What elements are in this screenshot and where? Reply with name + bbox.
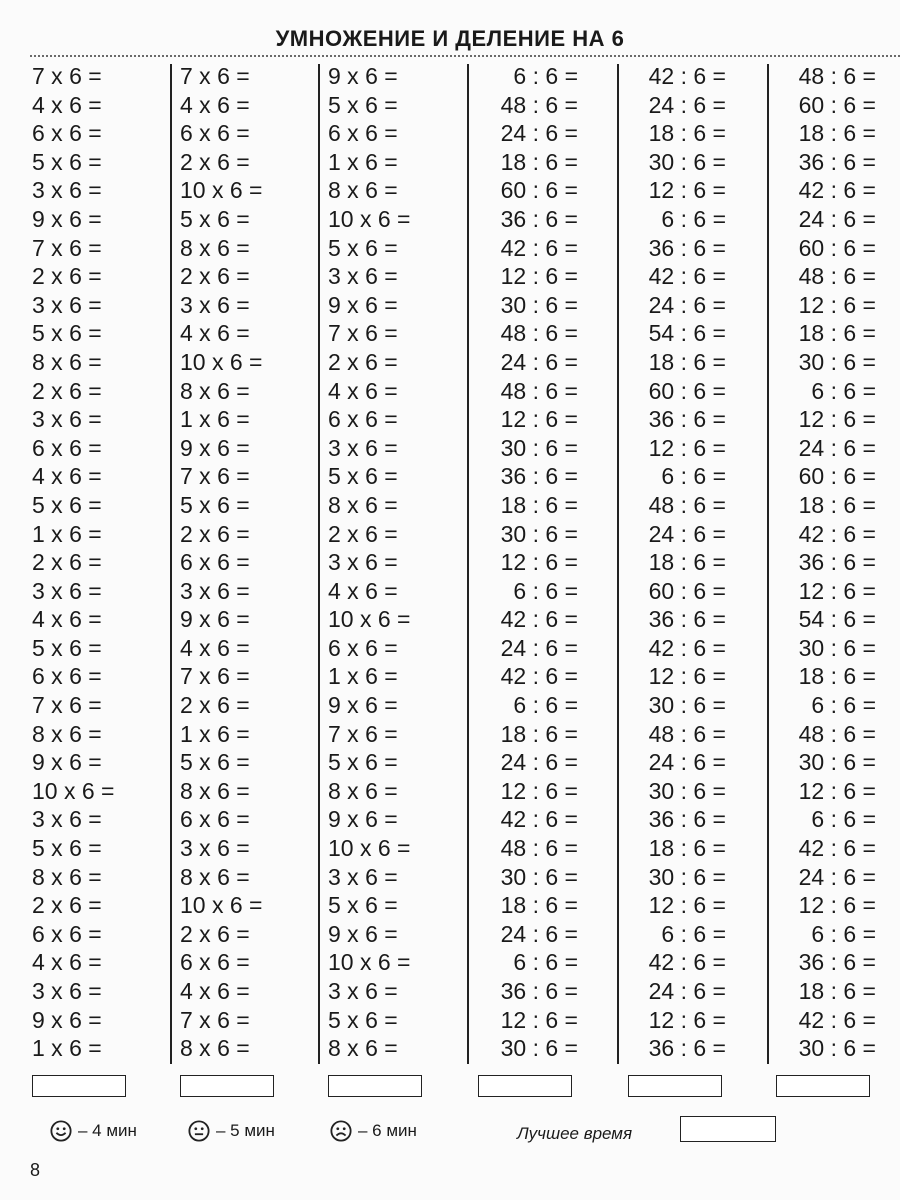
exercise-item: 2 x 6 = [32,892,102,919]
exercise-item: 6 x 6 = [180,549,250,576]
exercise-item: 12 : 6 = [648,663,726,690]
exercise-item: 3 x 6 = [180,577,250,604]
exercise-item: 4 x 6 = [328,377,398,404]
exercise-item: 36 : 6 = [798,148,876,175]
column-separator [318,64,320,1064]
exercise-item: 3 x 6 = [32,806,102,833]
exercise-item: 9 x 6 = [32,1006,102,1033]
exercise-item: 6 : 6 = [661,463,726,490]
exercise-item: 5 x 6 = [180,205,250,232]
column-1 [32,62,162,1063]
exercise-item: 6 : 6 = [811,377,876,404]
exercise-item: 3 x 6 = [180,835,250,862]
best-time-label: Лучшее время [517,1124,633,1143]
exercise-columns [0,62,900,1067]
exercise-item: 12 : 6 = [648,1006,726,1033]
exercise-item: 6 x 6 = [32,120,102,147]
exercise-item: 24 : 6 = [500,120,578,147]
exercise-item: 5 x 6 = [328,1006,398,1033]
exercise-item: 42 : 6 = [648,634,726,661]
exercise-item: 30 : 6 = [648,777,726,804]
exercise-item: 1 x 6 = [328,148,398,175]
exercise-item: 6 : 6 = [811,692,876,719]
exercise-item: 9 x 6 = [328,291,398,318]
exercise-item: 18 : 6 = [798,663,876,690]
exercise-item: 24 : 6 = [500,749,578,776]
exercise-item: 42 : 6 = [500,606,578,633]
exercise-item: 9 x 6 = [328,806,398,833]
exercise-item: 30 : 6 = [500,291,578,318]
exercise-item: 30 : 6 = [798,634,876,661]
exercise-item: 42 : 6 = [798,835,876,862]
exercise-item: 6 x 6 = [180,949,250,976]
exercise-item: 42 : 6 = [798,520,876,547]
exercise-item: 12 : 6 = [648,177,726,204]
exercise-item: 36 : 6 = [500,205,578,232]
exercise-item: 6 : 6 = [661,205,726,232]
exercise-item: 48 : 6 = [798,63,876,89]
exercise-item: 36 : 6 = [648,806,726,833]
exercise-item: 24 : 6 = [648,91,726,118]
exercise-item: 36 : 6 = [798,549,876,576]
exercise-item: 24 : 6 = [500,348,578,375]
exercise-item: 6 x 6 = [32,434,102,461]
exercise-item: 36 : 6 = [648,406,726,433]
exercise-item: 42 : 6 = [500,663,578,690]
exercise-item: 5 x 6 = [32,320,102,347]
exercise-item: 48 : 6 = [798,720,876,747]
exercise-item: 6 x 6 = [328,120,398,147]
exercise-item: 24 : 6 = [500,634,578,661]
exercise-item: 3 x 6 = [32,291,102,318]
exercise-item: 36 : 6 = [500,463,578,490]
exercise-item: 2 x 6 = [32,263,102,290]
exercise-item: 6 : 6 = [513,63,578,89]
exercise-item: 4 x 6 = [32,949,102,976]
exercise-item: 24 : 6 = [798,434,876,461]
exercise-item: 42 : 6 = [648,63,726,89]
exercise-item: 1 x 6 = [180,720,250,747]
column-separator [467,64,469,1064]
exercise-item: 2 x 6 = [180,263,250,290]
exercise-item: 6 : 6 = [811,920,876,947]
exercise-item: 10 x 6 = [328,205,411,232]
exercise-item: 3 x 6 = [32,177,102,204]
legend-text: – 6 мин [358,1121,417,1140]
column-3 [328,62,463,1063]
exercise-item: 10 x 6 = [328,835,411,862]
exercise-item: 12 : 6 = [798,291,876,318]
exercise-item: 30 : 6 = [648,692,726,719]
exercise-item: 18 : 6 = [798,491,876,518]
exercise-item: 12 : 6 = [648,892,726,919]
exercise-item: 6 : 6 = [661,920,726,947]
exercise-item: 48 : 6 = [500,377,578,404]
exercise-item: 8 x 6 = [32,348,102,375]
exercise-item: 5 x 6 = [328,463,398,490]
exercise-item: 7 x 6 = [328,320,398,347]
exercise-item: 3 x 6 = [32,406,102,433]
page-title: УМНОЖЕНИЕ И ДЕЛЕНИЕ НА 6 [275,26,625,51]
exercise-item: 12 : 6 = [500,1006,578,1033]
time-box-3[interactable] [328,1075,422,1097]
exercise-item: 10 x 6 = [180,177,263,204]
exercise-item: 54 : 6 = [648,320,726,347]
exercise-item: 18 : 6 = [798,120,876,147]
exercise-item: 2 x 6 = [180,920,250,947]
exercise-item: 30 : 6 = [500,520,578,547]
exercise-item: 48 : 6 = [500,835,578,862]
exercise-item: 10 x 6 = [32,777,115,804]
exercise-item: 8 x 6 = [32,720,102,747]
exercise-item: 2 x 6 = [180,520,250,547]
exercise-item: 6 : 6 = [513,949,578,976]
exercise-item: 48 : 6 = [500,320,578,347]
column-6 [770,62,876,1063]
exercise-item: 30 : 6 = [648,148,726,175]
exercise-item: 5 x 6 = [328,234,398,261]
exercise-item: 7 x 6 = [32,63,102,89]
exercise-item: 8 x 6 = [328,777,398,804]
exercise-item: 9 x 6 = [32,749,102,776]
exercise-item: 5 x 6 = [328,91,398,118]
exercise-item: 10 x 6 = [180,348,263,375]
exercise-item: 6 : 6 = [513,577,578,604]
exercise-item: 5 x 6 = [180,491,250,518]
exercise-item: 42 : 6 = [500,234,578,261]
exercise-item: 42 : 6 = [500,806,578,833]
legend-item [330,1120,417,1142]
exercise-item: 5 x 6 = [180,749,250,776]
exercise-item: 1 x 6 = [32,1035,102,1062]
exercise-item: 18 : 6 = [648,549,726,576]
exercise-item: 30 : 6 = [500,1035,578,1062]
exercise-item: 8 x 6 = [328,177,398,204]
exercise-item: 48 : 6 = [648,491,726,518]
column-4 [470,62,578,1063]
exercise-item: 18 : 6 = [798,320,876,347]
exercise-item: 30 : 6 = [500,863,578,890]
column-separator [170,64,172,1064]
exercise-item: 1 x 6 = [32,520,102,547]
time-box-2[interactable] [180,1075,274,1097]
exercise-item: 7 x 6 = [180,1006,250,1033]
exercise-item: 5 x 6 = [32,491,102,518]
exercise-item: 6 x 6 = [32,920,102,947]
exercise-item: 6 x 6 = [180,806,250,833]
column-5 [620,62,726,1063]
exercise-item: 5 x 6 = [32,634,102,661]
exercise-item: 10 x 6 = [328,949,411,976]
exercise-item: 8 x 6 = [180,863,250,890]
exercise-item: 9 x 6 = [328,63,398,89]
exercise-item: 2 x 6 = [328,348,398,375]
exercise-item: 30 : 6 = [798,348,876,375]
exercise-item: 48 : 6 = [648,720,726,747]
exercise-item: 9 x 6 = [328,920,398,947]
dotted-divider [30,55,900,57]
exercise-item: 7 x 6 = [328,720,398,747]
exercise-item: 24 : 6 = [798,205,876,232]
exercise-item: 12 : 6 = [500,777,578,804]
exercise-item: 24 : 6 = [648,978,726,1004]
exercise-item: 36 : 6 = [798,949,876,976]
exercise-item: 60 : 6 = [798,234,876,261]
exercise-item: 18 : 6 = [648,348,726,375]
exercise-item: 6 x 6 = [32,663,102,690]
exercise-item: 6 : 6 = [513,692,578,719]
column-2 [180,62,315,1063]
exercise-item: 36 : 6 = [648,1035,726,1062]
exercise-item: 60 : 6 = [500,177,578,204]
exercise-item: 5 x 6 = [32,835,102,862]
exercise-item: 1 x 6 = [180,406,250,433]
exercise-item: 8 x 6 = [180,234,250,261]
exercise-item: 42 : 6 = [798,177,876,204]
exercise-item: 12 : 6 = [648,434,726,461]
exercise-item: 3 x 6 = [180,291,250,318]
exercise-item: 18 : 6 = [648,120,726,147]
exercise-item: 8 x 6 = [180,377,250,404]
exercise-item: 4 x 6 = [180,978,250,1004]
exercise-item: 4 x 6 = [32,463,102,490]
exercise-item: 4 x 6 = [32,606,102,633]
exercise-item: 12 : 6 = [500,406,578,433]
exercise-item: 1 x 6 = [328,663,398,690]
exercise-item: 10 x 6 = [328,606,411,633]
exercise-item: 4 x 6 = [32,91,102,118]
exercise-item: 18 : 6 = [798,978,876,1004]
exercise-item: 30 : 6 = [648,863,726,890]
best-time-box[interactable] [680,1116,776,1142]
exercise-item: 30 : 6 = [798,1035,876,1062]
exercise-item: 8 x 6 = [180,777,250,804]
exercise-item: 60 : 6 = [648,577,726,604]
exercise-item: 3 x 6 = [328,863,398,890]
exercise-item: 2 x 6 = [32,377,102,404]
exercise-item: 60 : 6 = [648,377,726,404]
exercise-item: 8 x 6 = [180,1035,250,1062]
exercise-item: 2 x 6 = [328,520,398,547]
exercise-item: 9 x 6 = [328,692,398,719]
exercise-item: 12 : 6 = [798,777,876,804]
exercise-item: 24 : 6 = [648,749,726,776]
exercise-item: 2 x 6 = [180,148,250,175]
exercise-item: 36 : 6 = [648,606,726,633]
exercise-item: 24 : 6 = [798,863,876,890]
exercise-item: 12 : 6 = [500,263,578,290]
exercise-item: 12 : 6 = [798,577,876,604]
exercise-item: 36 : 6 = [648,234,726,261]
exercise-item: 30 : 6 = [798,749,876,776]
exercise-item: 7 x 6 = [180,463,250,490]
exercise-item: 54 : 6 = [798,606,876,633]
exercise-item: 10 x 6 = [180,892,263,919]
legend-item [50,1120,137,1142]
time-box-5[interactable] [628,1075,722,1097]
exercise-item: 7 x 6 = [180,63,250,89]
exercise-item: 24 : 6 = [648,520,726,547]
time-box-6[interactable] [776,1075,870,1097]
exercise-item: 42 : 6 = [648,263,726,290]
column-separator [617,64,619,1064]
exercise-item: 36 : 6 = [500,978,578,1004]
legend-text: – 5 мин [216,1121,275,1140]
exercise-item: 5 x 6 = [328,749,398,776]
exercise-item: 3 x 6 = [328,263,398,290]
neutral-face-icon [188,1120,210,1142]
exercise-item: 6 x 6 = [180,120,250,147]
exercise-item: 4 x 6 = [328,577,398,604]
sad-face-icon [330,1120,352,1142]
exercise-item: 60 : 6 = [798,463,876,490]
exercise-item: 48 : 6 = [798,263,876,290]
exercise-item: 4 x 6 = [180,634,250,661]
exercise-item: 7 x 6 = [32,234,102,261]
exercise-item: 8 x 6 = [328,1035,398,1062]
exercise-item: 6 x 6 = [328,634,398,661]
exercise-item: 48 : 6 = [500,91,578,118]
exercise-item: 24 : 6 = [500,920,578,947]
exercise-item: 3 x 6 = [328,434,398,461]
exercise-item: 8 x 6 = [328,491,398,518]
exercise-item: 18 : 6 = [500,491,578,518]
time-box-1[interactable] [32,1075,126,1097]
time-box-4[interactable] [478,1075,572,1097]
exercise-item: 24 : 6 = [648,291,726,318]
exercise-item: 3 x 6 = [328,549,398,576]
column-separator [767,64,769,1064]
exercise-item: 4 x 6 = [180,320,250,347]
exercise-item: 18 : 6 = [648,835,726,862]
page-number: 8 [30,1160,41,1180]
exercise-item: 2 x 6 = [180,692,250,719]
exercise-item: 42 : 6 = [648,949,726,976]
exercise-item: 42 : 6 = [798,1006,876,1033]
exercise-item: 3 x 6 = [328,978,398,1004]
exercise-item: 12 : 6 = [798,406,876,433]
exercise-item: 12 : 6 = [500,549,578,576]
exercise-item: 9 x 6 = [180,606,250,633]
exercise-item: 5 x 6 = [328,892,398,919]
exercise-item: 30 : 6 = [500,434,578,461]
exercise-item: 12 : 6 = [798,892,876,919]
exercise-item: 18 : 6 = [500,720,578,747]
exercise-item: 6 x 6 = [328,406,398,433]
exercise-item: 3 x 6 = [32,577,102,604]
exercise-item: 3 x 6 = [32,978,102,1004]
smiling-face-icon [50,1120,72,1142]
exercise-item: 60 : 6 = [798,91,876,118]
legend-item [188,1120,275,1142]
exercise-item: 6 : 6 = [811,806,876,833]
exercise-item: 5 x 6 = [32,148,102,175]
exercise-item: 7 x 6 = [180,663,250,690]
exercise-item: 18 : 6 = [500,148,578,175]
exercise-item: 8 x 6 = [32,863,102,890]
exercise-item: 9 x 6 = [180,434,250,461]
exercise-item: 18 : 6 = [500,892,578,919]
exercise-item: 2 x 6 = [32,549,102,576]
exercise-item: 4 x 6 = [180,91,250,118]
exercise-item: 9 x 6 = [32,205,102,232]
exercise-item: 7 x 6 = [32,692,102,719]
legend-text: – 4 мин [78,1121,137,1140]
